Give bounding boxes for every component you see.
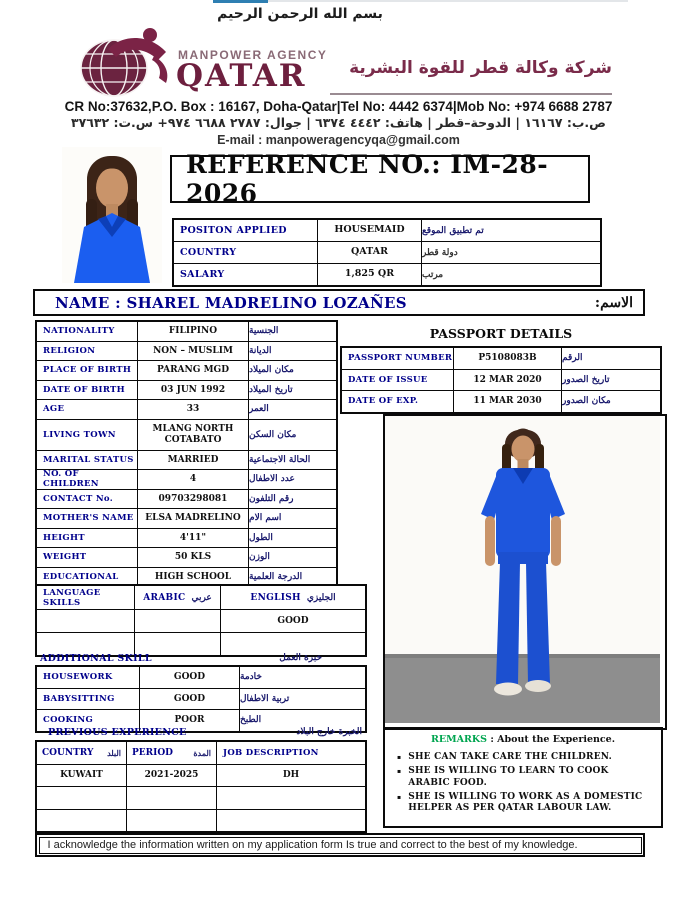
- table-row: [37, 633, 365, 655]
- remark-item: ▪ SHE IS WILLING TO WORK AS A DOMESTIC HELPER AS PER QATAR LABOUR LAW.: [397, 792, 653, 815]
- additional-skill-heading: ADDITIONAL SKILL خبرة العمل: [40, 653, 322, 664]
- previous-experience-heading: PREVIOUS EXPERIENCE الخبرة خارج البلاد: [48, 727, 362, 738]
- applicant-portrait-photo: [62, 147, 162, 283]
- country-label: COUNTRY: [174, 242, 318, 263]
- top-blue-line: [213, 0, 268, 3]
- agency-name-en-small: MANPOWER AGENCY: [178, 48, 328, 62]
- company-contact-line: CR No:37632,P.O. Box : 16167, Doha-Qatar|Tel No: 4442 6374|Mob No: +974 6688 2787: [64, 99, 613, 114]
- remarks-title: REMARKS : About the Experience.: [430, 734, 616, 745]
- position-applied-table: [172, 218, 602, 287]
- table-row: DATE OF BIRTH 03 JUN 1992 تاريخ الميلاد: [37, 381, 336, 401]
- table-row: COOKING POOR الطبخ: [37, 710, 365, 731]
- reference-number: REFERENCE NO.: IM-28-2026: [186, 150, 549, 208]
- header-divider: [330, 93, 612, 95]
- top-gray-line: [268, 0, 628, 2]
- language-skills-table: [35, 584, 367, 657]
- acknowledgment-text: I acknowledge the information written on my application form Is true and correct to the best of my knowledge.: [39, 837, 642, 854]
- table-row: [174, 220, 600, 242]
- table-row: LIVING TOWN MLANG NORTH COTABATO مكان السكن: [37, 420, 336, 451]
- arabic-header-cell: ARABIC عربي: [135, 586, 221, 609]
- table-row: [174, 264, 600, 285]
- table-row: CONTACT No. 09703298081 رقم التلفون: [37, 490, 336, 510]
- passport-details-table: [340, 346, 662, 414]
- remarks-box: [383, 727, 663, 828]
- name-bar: [33, 289, 645, 316]
- applicant-name: NAME : SHAREL MADRELINO LOZAÑES: [55, 293, 407, 312]
- passport-details-title: PASSPORT DETAILS: [429, 326, 573, 341]
- language-skills-label: LANGUAGE SKILLS: [37, 586, 135, 609]
- company-email: E-mail : manpoweragencyqa@gmail.com: [217, 133, 460, 147]
- name-arabic-label: الاسم:: [594, 294, 633, 311]
- position-applied-value: HOUSEMAID: [318, 220, 422, 241]
- table-row: HEIGHT 4'11" الطول: [37, 529, 336, 549]
- salary-label: SALARY: [174, 264, 318, 285]
- table-row: [37, 810, 365, 832]
- acknowledgment-box: [35, 833, 645, 857]
- additional-skill-table: [35, 665, 367, 733]
- table-row: MOTHER'S NAME ELSA MADRELINO اسم الام: [37, 509, 336, 529]
- english-header-cell: ENGLISH الجليزي: [250, 592, 336, 603]
- remark-item: ▪ SHE CAN TAKE CARE THE CHILDREN.: [397, 752, 653, 763]
- table-row: EDUCATIONAL HIGH SCHOOL الدرجة العلمية: [37, 568, 336, 587]
- position-applied-label: POSITON APPLIED: [174, 220, 318, 241]
- country-value: QATAR: [318, 242, 422, 263]
- agency-name-qatar: QATAR: [176, 58, 307, 94]
- table-row: BABYSITTING GOOD تربية الاطفال: [37, 689, 365, 711]
- table-row: [174, 242, 600, 264]
- table-row: HOUSEWORK GOOD خادمة: [37, 667, 365, 689]
- salary-value: 1,825 QR: [318, 264, 422, 285]
- table-row: NO. OF CHILDREN 4 عدد الاطفال: [37, 470, 336, 490]
- applicant-fullbody-photo: [383, 414, 667, 730]
- table-row: DATE OF EXP. 11 MAR 2030 مكان الصدور: [342, 391, 660, 412]
- table-row: WEIGHT 50 KLS الوزن: [37, 548, 336, 568]
- position-applied-arabic: تم تطبيق الموقع: [422, 225, 484, 236]
- table-row: [37, 586, 365, 610]
- table-row: PLACE OF BIRTH PARANG MGD مكان الميلاد: [37, 361, 336, 381]
- english-level: GOOD: [277, 615, 309, 626]
- salary-arabic: مرتب: [422, 269, 444, 280]
- personal-details-table: [35, 320, 338, 588]
- table-row: NATIONALITY FILIPINO الجنسية: [37, 322, 336, 342]
- table-row: [37, 610, 365, 633]
- table-row: DATE OF ISSUE 12 MAR 2020 تاريخ الصدور: [342, 370, 660, 392]
- reference-number-box: [170, 150, 590, 208]
- table-row: KUWAIT 2021-2025 DH: [37, 765, 365, 788]
- bismillah-calligraphy: بسم الله الرحمن الرحيم: [217, 6, 383, 22]
- remark-item: ▪ SHE IS WILLING TO LEARN TO COOK ARABIC FOOD.: [397, 766, 653, 789]
- country-arabic: دولة قطر: [422, 247, 458, 258]
- table-header-row: COUNTRY البلد PERIOD المدة JOB DESCRIPTION: [37, 742, 365, 765]
- table-row: [37, 787, 365, 810]
- table-row: RELIGION NON – MUSLIM الديانة: [37, 342, 336, 362]
- table-row: MARITAL STATUS MARRIED الحالة الاجتماعية: [37, 451, 336, 471]
- table-row: AGE 33 العمر: [37, 400, 336, 420]
- previous-experience-table: [35, 740, 367, 833]
- table-row: PASSPORT NUMBER P5108083B الرقم: [342, 348, 660, 370]
- agency-globe-logo-icon: [70, 26, 180, 98]
- company-contact-line-arabic: ص.ب: ١٦١٦٧ | الدوحة–قطر | هاتف: ٤٤٤٢ ٦٣٧٤ | جوال: ٢٧٨٧ ٦٦٨٨ ٩٧٤+ س.ت: ٣٧٦٣٢: [70, 115, 606, 130]
- agency-name-arabic: شركة وكالة قطر للقوة البشرية: [349, 58, 612, 78]
